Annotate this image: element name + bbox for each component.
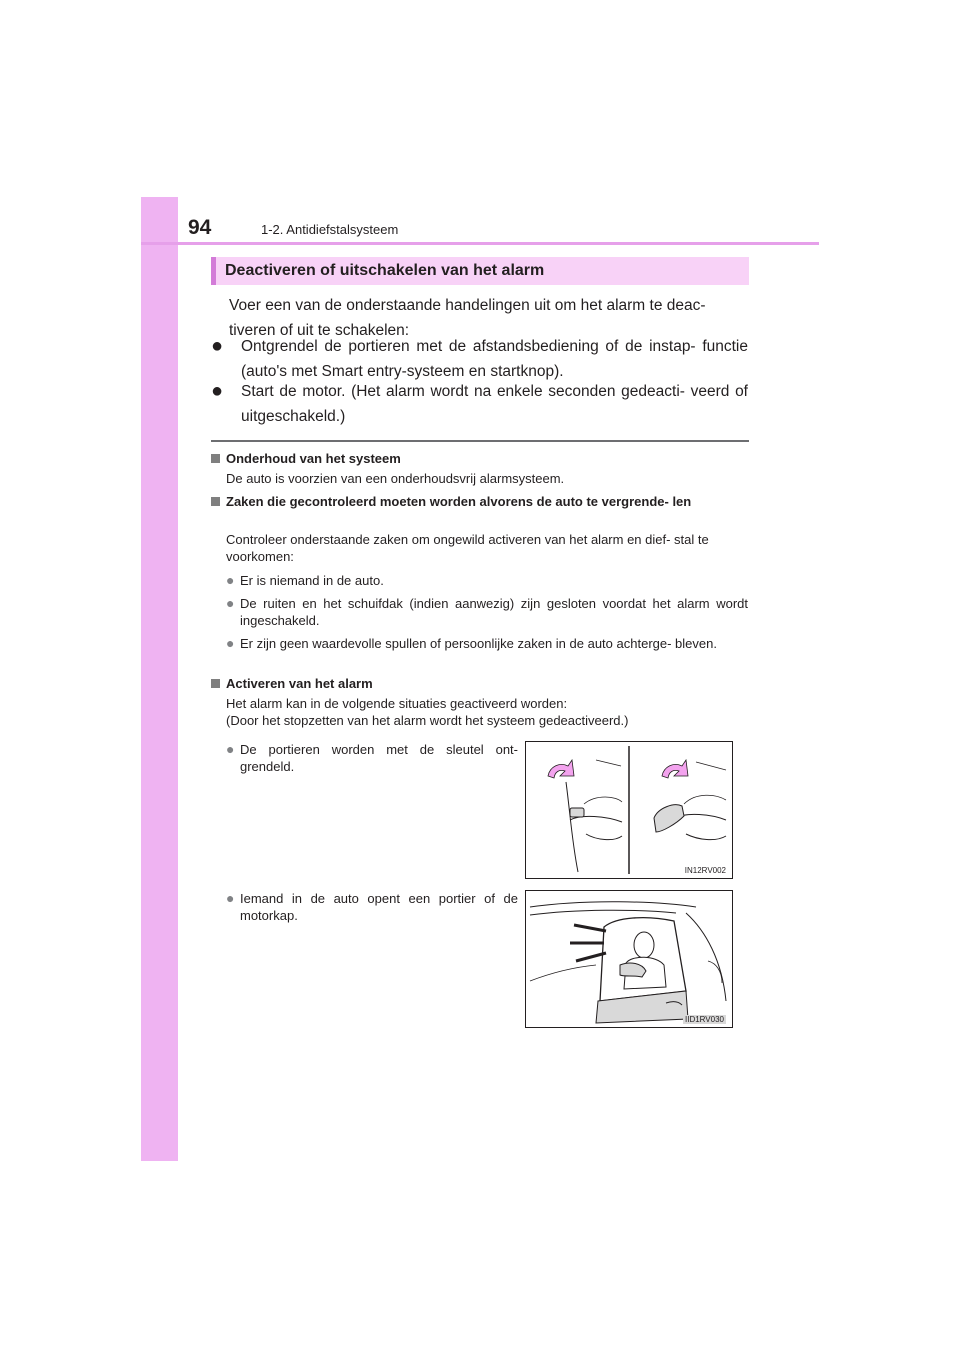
note-bullet: ● Er is niemand in de auto. — [226, 572, 384, 588]
alert-line — [576, 953, 606, 961]
intro-text: Voer een van de onderstaande handelingen uit om het alarm te deac- tiveren of uit te schakelen: — [229, 297, 706, 339]
square-bullet-icon — [211, 679, 220, 688]
main-bullet — [211, 379, 748, 429]
figure-code: IN12RV002 — [684, 866, 726, 875]
door-key-drawing — [526, 742, 732, 878]
square-bullet-icon — [211, 497, 220, 506]
bullet-icon: ● — [226, 890, 235, 906]
note-text: Controleer onderstaande zaken om ongewild activeren van het alarm en dief- stal te voorkomen: — [226, 532, 709, 564]
section-divider — [211, 440, 749, 442]
door-open-illustration — [525, 890, 733, 1028]
bullet-icon: ● — [226, 572, 235, 588]
note-bullet: ● De ruiten en het schuifdak (indien aanwezig) zijn gesloten voordat het alarm wordt ingeschakeld. — [226, 595, 748, 628]
sidebar-tab — [141, 197, 178, 1161]
main-bullet-text: Ontgrendel de portieren met de afstandsbediening of de instap- functie (auto's met Smart entry-systeem en startknop). — [241, 338, 748, 380]
banner-accent-bar — [211, 257, 216, 285]
door-key-illustration — [525, 741, 733, 879]
note-text: De auto is voorzien van een onderhoudsvrij alarmsysteem. — [226, 471, 565, 486]
header-rule — [141, 242, 819, 245]
rotate-arrow-icon — [662, 760, 688, 778]
bullet-icon: ● — [226, 595, 235, 611]
rotate-arrow-icon — [548, 760, 574, 778]
note-heading: Onderhoud van het systeem — [211, 450, 401, 467]
bullet-icon: ● — [211, 335, 224, 357]
bullet-icon: ● — [226, 741, 235, 757]
figure-code: IID1RV030 — [685, 1015, 724, 1024]
note-heading: Zaken die gecontroleerd moeten worden alvorens de auto te vergrende- len — [211, 493, 749, 510]
note-text: (Door het stopzetten van het alarm wordt het systeem gedeactiveerd.) — [226, 713, 629, 728]
note-bullet: ● De portieren worden met de sleutel ont- grendeld. — [226, 741, 518, 774]
note-heading: Activeren van het alarm — [211, 675, 373, 692]
note-bullet: ● Er zijn geen waardevolle spullen of persoonlijke zaken in de auto achterge- bleven. — [226, 635, 717, 651]
banner-title: Deactiveren of uitschakelen van het alarm — [225, 262, 545, 279]
note-bullet: ● Iemand in de auto opent een portier of de motorkap. — [226, 890, 518, 923]
door-open-drawing — [526, 891, 732, 1027]
bullet-icon: ● — [226, 635, 235, 651]
square-bullet-icon — [211, 454, 220, 463]
note-text: Het alarm kan in de volgende situaties geactiveerd worden: — [226, 696, 568, 711]
main-bullet — [211, 334, 748, 384]
section-title: 1-2. Antidiefstalsysteem — [261, 222, 399, 237]
main-bullet-text: Start de motor. (Het alarm wordt na enkele seconden gedeacti- veerd of uitgeschakeld.) — [241, 383, 748, 425]
bullet-icon: ● — [211, 380, 224, 402]
alert-line — [574, 925, 606, 931]
section-banner — [211, 257, 749, 285]
page-number: 94 — [188, 216, 212, 239]
